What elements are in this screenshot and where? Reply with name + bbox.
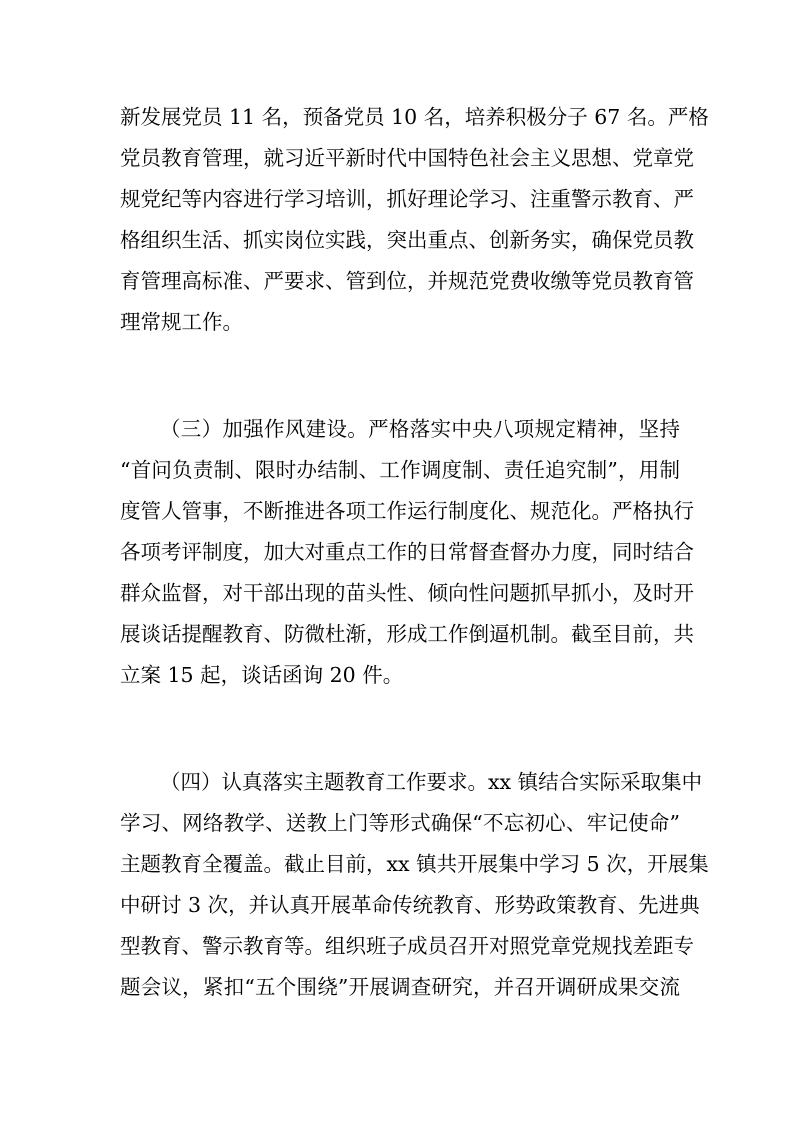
text-line: （四）认真落实主题教育工作要求。xx 镇结合实际采取集中 bbox=[160, 770, 703, 794]
text-line: 中研讨 3 次，并认真开展革命传统教育、形势政策教育、先进典 bbox=[120, 893, 700, 917]
text-line: 题会议，紧扣“五个围绕”开展调查研究，并召开调研成果交流 bbox=[120, 975, 680, 999]
text-line: 育管理高标准、严要求、管到位，并规范党费收缴等党员教育管 bbox=[120, 269, 694, 293]
text-line: 学习、网络教学、送教上门等形式确保“不忘初心、牢记使命” bbox=[120, 811, 680, 835]
text-line: 格组织生活、抓实岗位实践，突出重点、创新务实，确保党员教 bbox=[120, 228, 694, 252]
text-line: 党员教育管理，就习近平新时代中国特色社会主义思想、党章党 bbox=[120, 146, 694, 170]
text-line: 群众监督，对干部出现的苗头性、倾向性问题抓早抓小，及时开 bbox=[120, 581, 694, 605]
text-line: 主题教育全覆盖。截止目前，xx 镇共开展集中学习 5 次，开展集 bbox=[120, 852, 709, 876]
text-line: 各项考评制度，加大对重点工作的日常督查督办力度，同时结合 bbox=[120, 540, 694, 564]
text-line: 型教育、警示教育等。组织班子成员召开对照党章党规找差距专 bbox=[120, 934, 694, 958]
text-line: “首问负责制、限时办结制、工作调度制、责任追究制”，用制 bbox=[120, 458, 680, 482]
text-line: 理常规工作。 bbox=[120, 310, 243, 334]
text-line: 规党纪等内容进行学习培训，抓好理论学习、注重警示教育、严 bbox=[120, 187, 694, 211]
text-line: 展谈话提醒教育、防微杜渐，形成工作倒逼机制。截至目前，共 bbox=[120, 622, 694, 646]
text-line: 度管人管事，不断推进各项工作运行制度化、规范化。严格执行 bbox=[120, 499, 694, 523]
text-line: 立案 15 起，谈话函询 20 件。 bbox=[120, 663, 404, 687]
text-line: 新发展党员 11 名，预备党员 10 名，培养积极分子 67 名。严格 bbox=[120, 105, 709, 129]
text-line: （三）加强作风建设。严格落实中央八项规定精神，坚持 bbox=[160, 417, 680, 441]
